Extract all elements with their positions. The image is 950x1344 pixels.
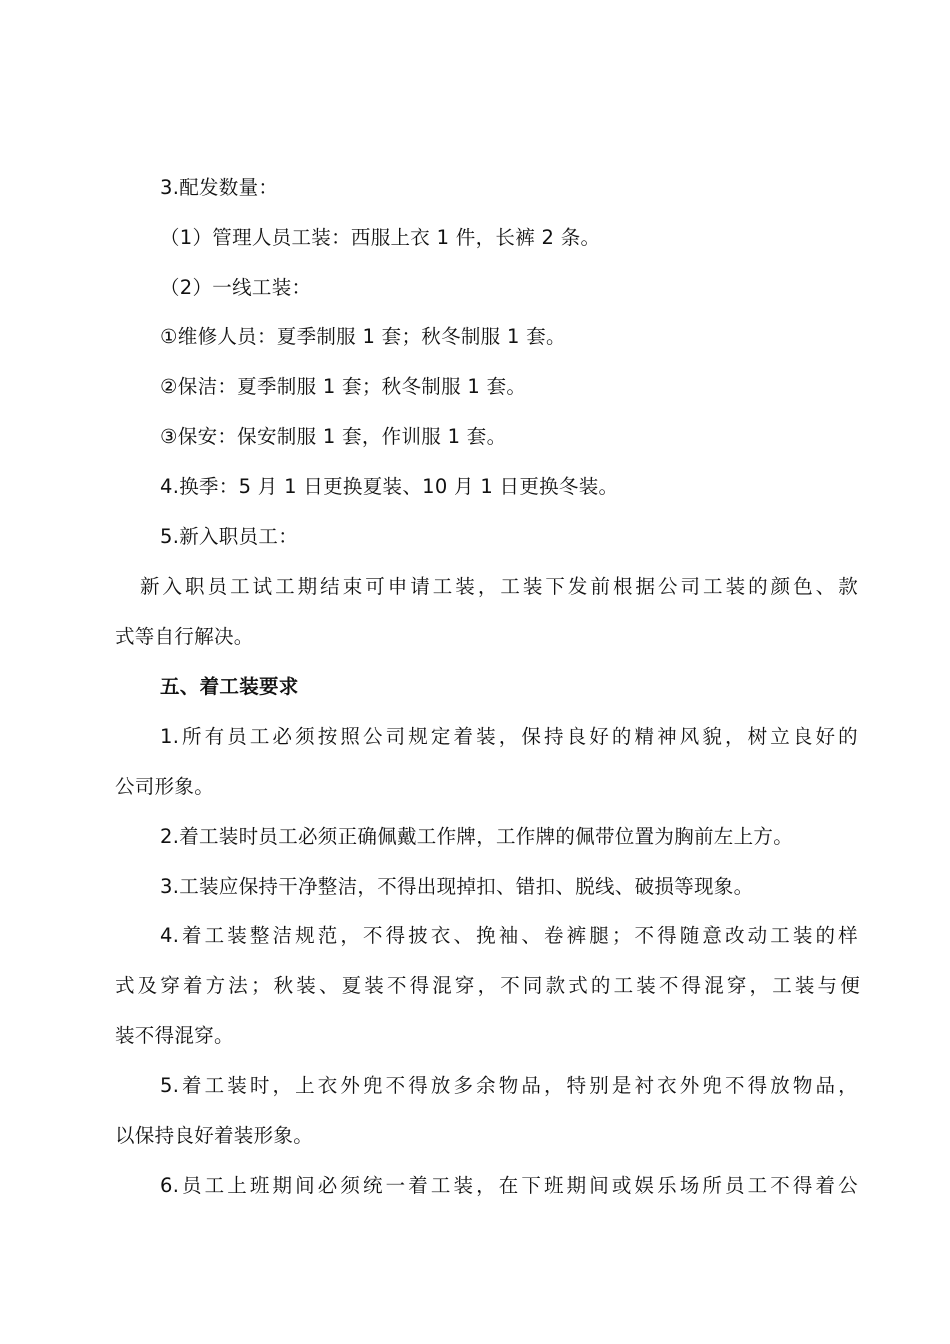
- paragraph-line: 公司形象。: [115, 775, 215, 798]
- sub-item-frontline-uniform: （2）一线工装：: [160, 276, 312, 299]
- paragraph-line: 新入职员工试工期结束可申请工装，工装下发前根据公司工装的颜色、款: [140, 575, 858, 598]
- paragraph-line: 1.所有员工必须按照公司规定着装，保持良好的精神风貌，树立良好的: [160, 725, 858, 748]
- list-item-security: ③保安：保安制服 1 套，作训服 1 套。: [160, 425, 507, 448]
- paragraph-line: 5.着工装时，上衣外兜不得放多余物品，特别是衬衣外兜不得放物品，: [160, 1074, 858, 1097]
- paragraph-line: 3.工装应保持干净整洁，不得出现掉扣、错扣、脱线、破损等现象。: [160, 875, 754, 898]
- section-item-distribution-quantity: 3.配发数量：: [160, 176, 279, 199]
- paragraph-line: 6.员工上班期间必须统一着工装，在下班期间或娱乐场所员工不得着公: [160, 1174, 858, 1197]
- section-item-new-employee: 5.新入职员工：: [160, 525, 299, 548]
- paragraph-line: 装不得混穿。: [115, 1024, 234, 1047]
- paragraph-line: 式等自行解决。: [115, 625, 254, 648]
- section-item-season-change: 4.换季：5 月 1 日更换夏装、10 月 1 日更换冬装。: [160, 475, 619, 498]
- list-item-maintenance: ①维修人员：夏季制服 1 套；秋冬制服 1 套。: [160, 325, 566, 348]
- paragraph-line: 以保持良好着装形象。: [115, 1124, 314, 1147]
- paragraph-line: 2.着工装时员工必须正确佩戴工作牌，工作牌的佩带位置为胸前左上方。: [160, 825, 794, 848]
- paragraph-line: 4.着工装整洁规范，不得披衣、挽袖、卷裤腿；不得随意改动工装的样: [160, 924, 858, 947]
- list-item-cleaning: ②保洁：夏季制服 1 套；秋冬制服 1 套。: [160, 375, 527, 398]
- paragraph-line: 式及穿着方法；秋装、夏装不得混穿，不同款式的工装不得混穿，工装与便: [115, 974, 860, 997]
- section-heading: 五、着工装要求: [160, 675, 299, 698]
- sub-item-management-uniform: （1）管理人员工装：西服上衣 1 件，长裤 2 条。: [160, 226, 601, 249]
